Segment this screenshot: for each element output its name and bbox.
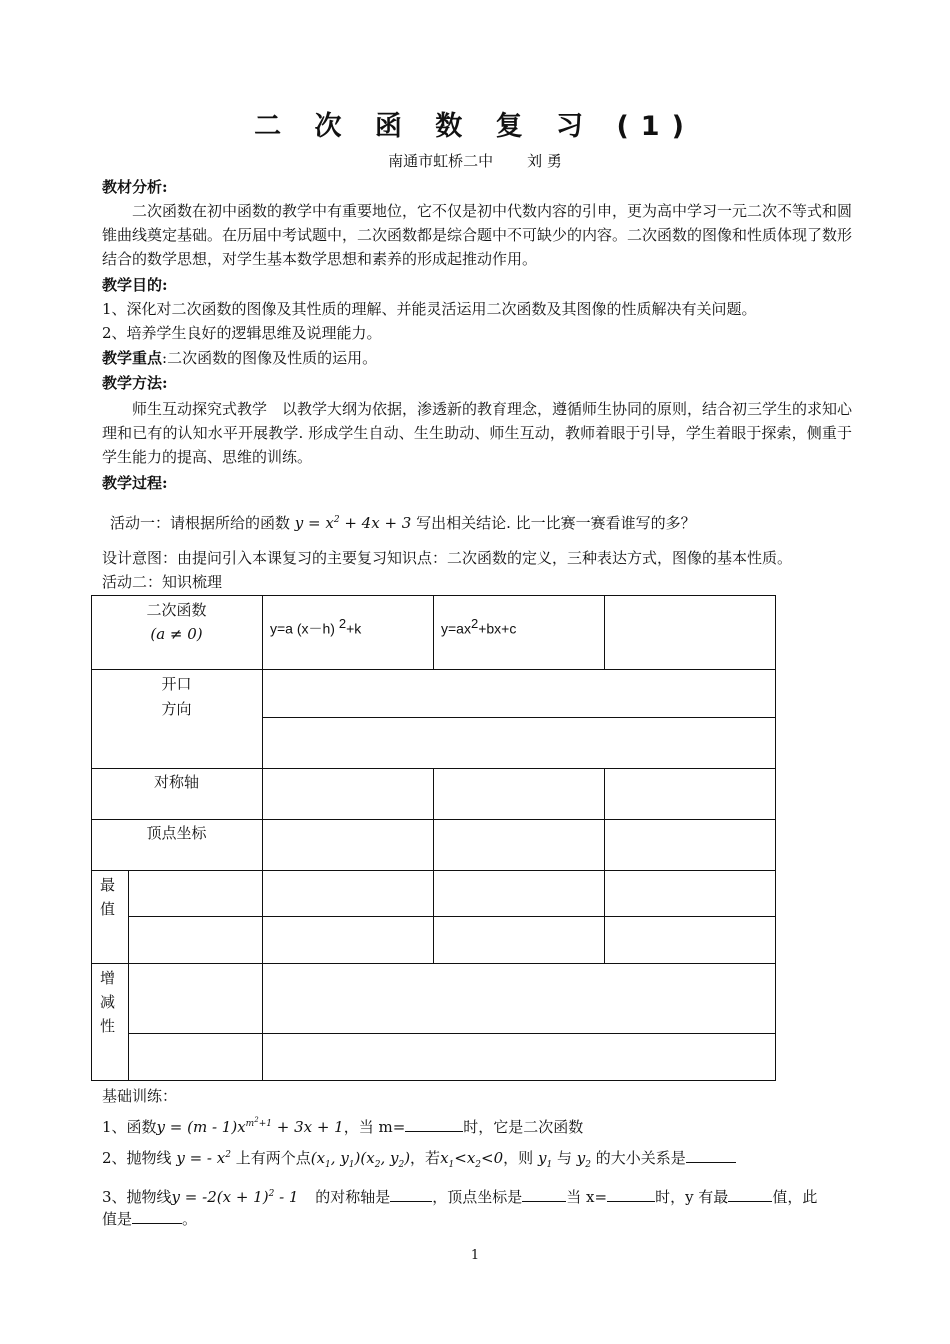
goal-item-2: 2、培养学生良好的逻辑思维及说理能力。 [102, 324, 382, 342]
exercise-2-text-c: ，若 [410, 1149, 441, 1167]
exercise-2-text-f: 的大小关系是 [595, 1149, 686, 1167]
row-open-2: 方向 [161, 700, 192, 718]
exercise-2-text-a: 2、抛物线 [102, 1149, 172, 1167]
exercise-3-text-f: 值，此 [772, 1188, 818, 1206]
exercise-3-text-h: 。 [182, 1210, 198, 1228]
exercise-2-text-b: 上有两个点 [235, 1149, 311, 1167]
exercise-2-blank[interactable] [686, 1148, 736, 1163]
vertex-form [270, 612, 361, 641]
exercise-1-blank[interactable] [405, 1117, 463, 1132]
design-intent: 设计意图：由提问引入本课复习的主要复习知识点：二次函数的定义，三种表达方式，图像的基本性质。 [102, 549, 793, 567]
activity-1 [110, 508, 696, 535]
vertex-form-tail: +k [346, 620, 362, 637]
standard-form [441, 612, 516, 641]
exercise-3 [102, 1182, 817, 1209]
method-text: 师生互动探究式教学 以教学大纲为依据，渗透新的教育理念，遵循师生协同的原则，结合初三学生的求知心理和已有的认知水平开展教学. 形成学生自动、生生助动、师生互动，教师着眼于引导，学生着眼于探索，侧重于学生能力的提高、思维的训练。 [102, 400, 853, 466]
process-heading: 教学过程: [102, 474, 168, 492]
exercise-1-text-a: 1、函数 [102, 1118, 157, 1136]
exercise-2-y2: $y_2$ [576, 1149, 591, 1170]
exercise-3-blank-extreme[interactable] [728, 1187, 772, 1202]
exercise-heading: 基础训练： [102, 1087, 178, 1105]
author-name: 刘 勇 [527, 152, 562, 170]
row-vertex: 顶点坐标 [146, 824, 207, 842]
exercise-3-blank-x[interactable] [607, 1187, 655, 1202]
exercise-2-text-e: 与 [556, 1149, 572, 1167]
page-title: 二 次 函 数 复 习 (1) [254, 111, 696, 142]
activity-1-suffix: 写出相关结论. 比一比赛一赛看谁写的多？ [416, 514, 696, 532]
row-mono-3: 性 [100, 1017, 116, 1035]
author-school: 南通市虹桥二中 [388, 152, 494, 170]
focus-heading: 教学重点 [102, 349, 163, 367]
row-open-1: 开口 [161, 675, 192, 693]
goal-heading: 教学目的: [102, 276, 168, 294]
goal-item-1: 1、深化对二次函数的图像及其性质的理解、并能灵活运用二次函数及其图像的性质解决有关问题。 [102, 300, 757, 318]
exercise-3-text-d: 当 x= [566, 1188, 608, 1206]
exercise-3-formula: $y = -2(x + 1)^2 - 1$ [171, 1188, 299, 1206]
exercise-3-text-a: 3、抛物线 [102, 1188, 172, 1206]
standard-form-exp: 2 [470, 616, 479, 631]
exercise-3-text-b: 的对称轴是 [315, 1188, 391, 1206]
exercise-2-y1: $y_1$ [537, 1149, 553, 1170]
exercise-2-points: ($x_1$, $y_1)(x_2$, $y_2$) [310, 1149, 411, 1170]
exercise-1-text-b: ，当 m= [343, 1118, 406, 1136]
exercise-3-blank-axis[interactable] [390, 1187, 432, 1202]
header-label: 二次函数 [146, 601, 207, 619]
exercise-2-cond: $x_1<x_2<0$ [440, 1149, 504, 1170]
row-max-1: 最 [100, 876, 116, 894]
exercise-3-text-c: ，顶点坐标是 [432, 1188, 523, 1206]
exercise-3-cont [102, 1207, 197, 1231]
focus-text: :二次函数的图像及性质的运用。 [162, 349, 378, 367]
row-axis: 对称轴 [153, 773, 199, 791]
analysis-heading: 教材分析: [102, 178, 168, 196]
row-max-2: 值 [100, 900, 116, 918]
exercise-2 [102, 1143, 736, 1177]
page-number: 1 [470, 1248, 480, 1263]
exercise-1-formula: $y = (m - 1)x^{m^2+1} + 3x + 1$ [156, 1116, 344, 1136]
exercise-3-text-g: 值是 [102, 1210, 133, 1228]
method-heading: 教学方法: [102, 374, 168, 392]
exercise-2-formula: y = - $x^2$ [176, 1149, 231, 1167]
activity-2: 活动二：知识梳理 [102, 573, 223, 591]
standard-form-base: y=ax [441, 620, 471, 637]
header-condition: (a ≠ 0) [150, 625, 203, 643]
exercise-3-blank-value[interactable] [132, 1209, 182, 1224]
exercise-1-text-c: 时，它是二次函数 [463, 1118, 584, 1136]
exercise-1 [102, 1108, 583, 1139]
exercise-2-text-d: ，则 [503, 1149, 534, 1167]
focus-line [102, 346, 377, 370]
vertex-form-exp: 2 [338, 616, 347, 631]
activity-1-formula: $y = x^2 + 4x + 3$ [294, 514, 412, 532]
row-mono-1: 增 [100, 969, 116, 987]
exercise-3-text-e: 时，y 有最 [655, 1188, 729, 1206]
analysis-text: 二次函数在初中函数的教学中有重要地位，它不仅是初中代数内容的引申，更为高中学习一元二次不等式和圆锥曲线奠定基础。在历届中考试题中，二次函数都是综合题中不可缺少的内容。二次函数的图像和性质体现了数形结合的数学思想，对学生基本数学思想和素养的形成起推动作用。 [102, 202, 853, 268]
activity-1-prefix: 活动一：请根据所给的函数 [110, 514, 291, 532]
exercise-3-blank-vertex[interactable] [522, 1187, 566, 1202]
row-mono-2: 减 [100, 993, 116, 1011]
author-line [0, 150, 950, 171]
standard-form-tail: +bx+c [478, 620, 517, 637]
vertex-form-base: y=a (x－h) [270, 620, 339, 637]
